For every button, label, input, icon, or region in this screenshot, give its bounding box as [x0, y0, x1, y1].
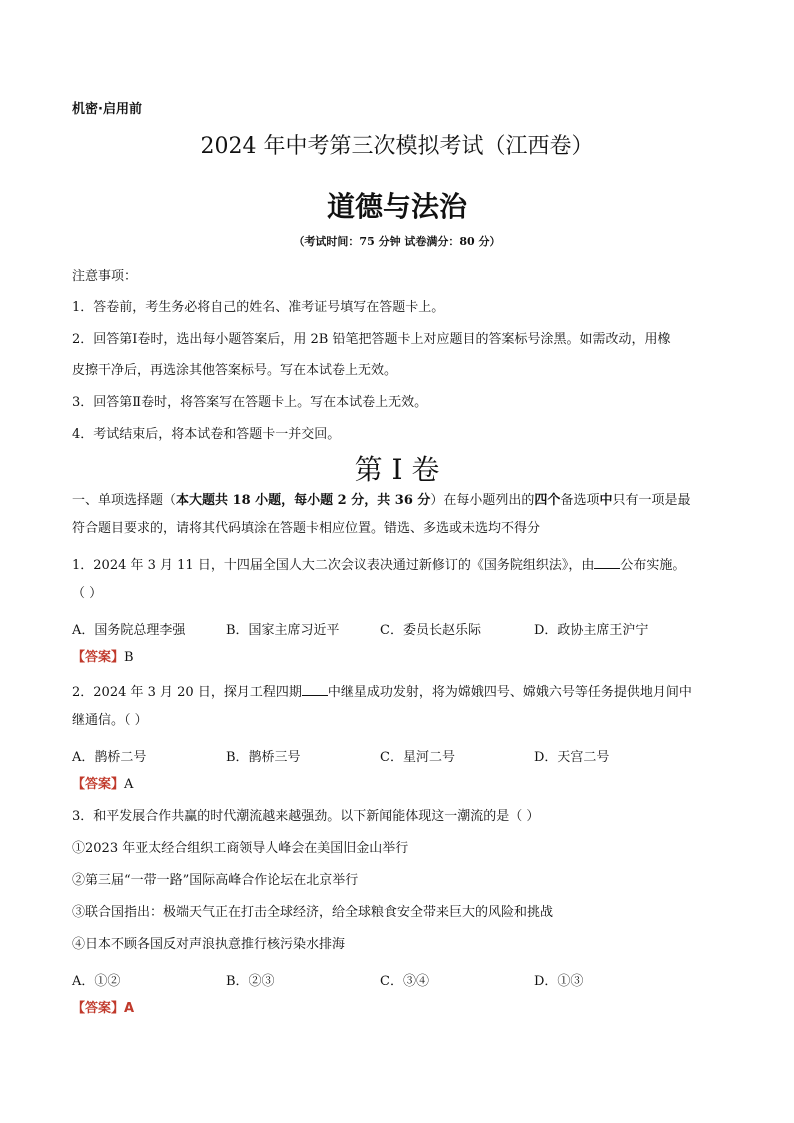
question-3-answer [72, 1002, 134, 1015]
answer-value: B [124, 650, 134, 665]
note-item: 1．答卷前，考生务必将自己的姓名、准考证号填写在答题卡上。 [72, 300, 445, 315]
question-2-option-c: C．星河二号 [380, 750, 455, 765]
question-2-option-d: D．天宫二号 [534, 750, 610, 765]
fill-blank [302, 683, 328, 696]
question-2-stem: 2．2024 年 3 月 20 日，探月工程四期 中继星成功发射，将为嫦娥四号、嫦娥六号等任务提供地月间中 [72, 685, 692, 700]
question-3-stem: 3．和平发展合作共赢的时代潮流越来越强劲。以下新闻能体现这一潮流的是（ ） [72, 809, 540, 824]
question-3-option-d: D．①③ [534, 974, 584, 989]
section-instructions-line2: 符合题目要求的，请将其代码填涂在答题卡相应位置。错选、多选或未选均不得分 [72, 521, 541, 536]
question-3-option-a: A．①② [72, 974, 121, 989]
answer-tag: 【答案】 [72, 650, 125, 665]
question-1-option-b: B．国家主席习近平 [226, 623, 340, 638]
subject-title: 道德与法治 [326, 190, 467, 223]
answer-value: A [124, 777, 134, 792]
note-item: 皮擦干净后，再选涂其他答案标号。写在本试卷上无效。 [72, 363, 398, 378]
question-1-option-d: D．政协主席王沪宁 [534, 623, 649, 638]
volume-title: 第 I 卷 [354, 453, 440, 486]
answer-tag: 【答案】 [72, 1001, 125, 1016]
confidential-label: 机密·启用前 [72, 102, 142, 117]
question-1-stem-line2: （ ） [72, 586, 103, 601]
answer-tag: 【答案】 [72, 777, 125, 792]
question-3-option-c: C．③④ [380, 974, 429, 989]
fill-blank [594, 556, 620, 569]
note-item: 4．考试结束后，将本试卷和答题卡一并交回。 [72, 427, 341, 442]
note-item: 3．回答第Ⅱ卷时，将答案写在答题卡上。写在本试卷上无效。 [72, 395, 428, 410]
question-1-option-c: C．委员长赵乐际 [380, 623, 481, 638]
exam-meta: （考试时间：75 分钟 试卷满分：80 分） [293, 235, 501, 248]
question-3-item: ④日本不顾各国反对声浪执意推行核污染水排海 [72, 937, 346, 952]
exam-title: 2024 年中考第三次模拟考试（江西卷） [200, 134, 594, 159]
question-1-answer [72, 651, 134, 664]
notes-heading: 注意事项： [72, 269, 138, 284]
question-3-option-b: B．②③ [226, 974, 275, 989]
section-instructions-line1: 一、单项选择题（本大题共 18 小题，每小题 2 分，共 36 分）在每小题列出的四个备选项中只有一项是最 [72, 493, 691, 508]
question-3-item: ①2023 年亚太经合组织工商领导人峰会在美国旧金山举行 [72, 841, 409, 856]
question-2-answer [72, 778, 133, 791]
question-1-option-a: A．国务院总理李强 [72, 623, 186, 638]
note-item: 2．回答第Ⅰ卷时，选出每小题答案后，用 2B 铅笔把答题卡上对应题目的答案标号涂黑。如需改动，用橡 [72, 332, 671, 347]
question-2-option-b: B．鹊桥三号 [226, 750, 301, 765]
question-2-option-a: A．鹊桥二号 [72, 750, 147, 765]
answer-value: A [124, 1001, 135, 1016]
question-3-item: ③联合国指出：极端天气正在打击全球经济，给全球粮食安全带来巨大的风险和挑战 [72, 905, 554, 920]
question-1-stem: 1．2024 年 3 月 11 日，十四届全国人大二次会议表决通过新修订的《国务院组织法》，由 公布实施。 [72, 558, 686, 573]
question-2-stem-line2: 继通信。（ ） [72, 713, 148, 728]
question-3-item: ②第三届“一带一路”国际高峰合作论坛在北京举行 [72, 873, 359, 888]
